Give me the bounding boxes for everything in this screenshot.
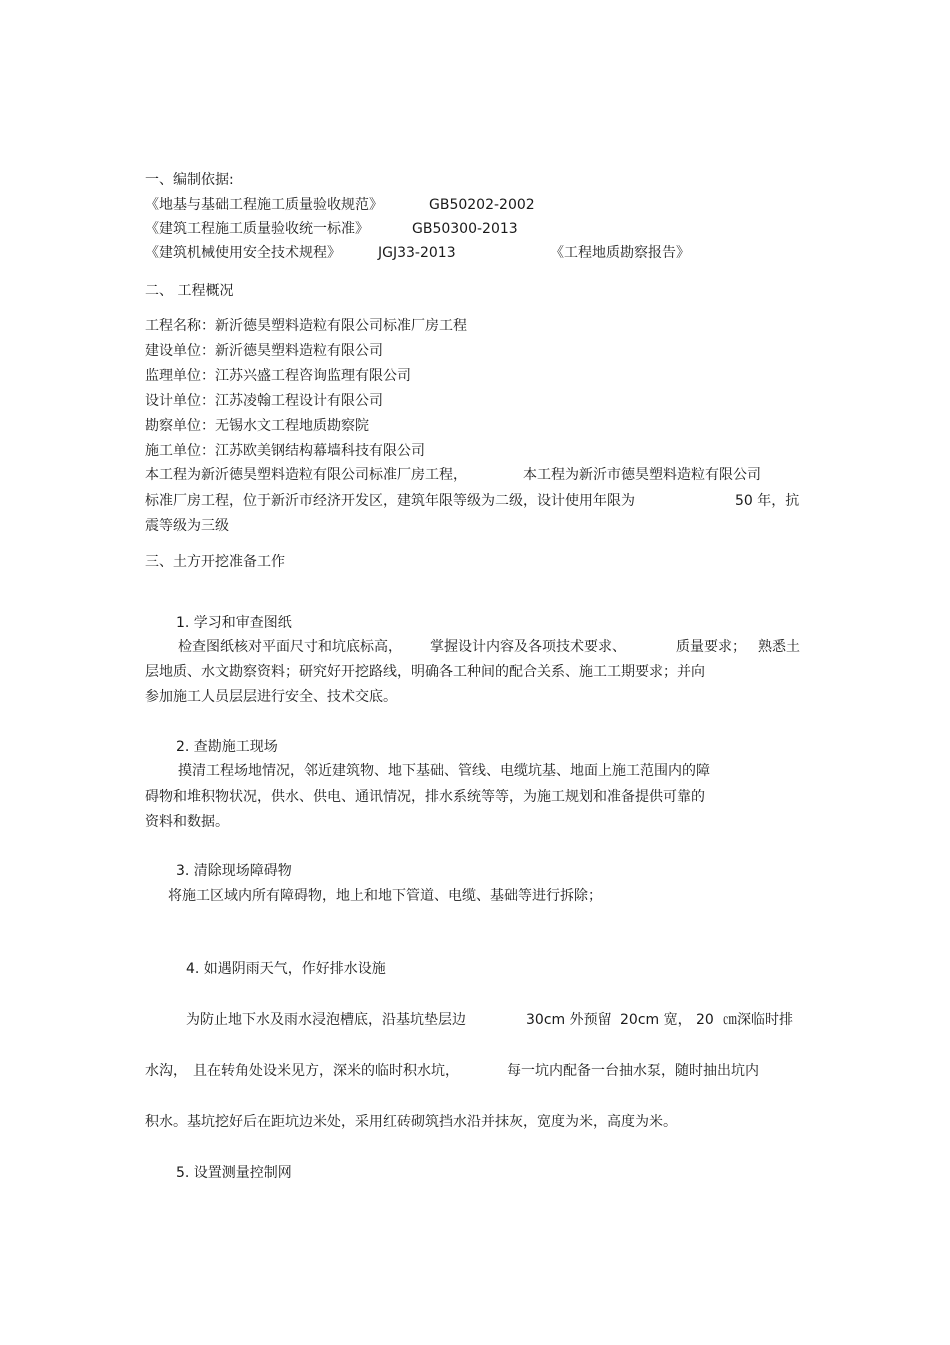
subsection-title: 4. 如遇阴雨天气，作好排水设施 — [186, 961, 386, 977]
reference-title: 《建筑工程施工质量验收统一标准》 — [145, 221, 369, 237]
text-fragment: 30cm 外预留 — [526, 1012, 612, 1028]
text-fragment: 质量要求； — [676, 639, 746, 655]
text-fragment: 掌握设计内容及各项技术要求、 — [430, 639, 626, 655]
paragraph-line: 摸清工程场地情况，邻近建筑物、地下基础、管线、电缆坑基、地面上施工范围内的障 — [178, 763, 710, 779]
text-fragment: 检查图纸核对平面尺寸和坑底标高， — [178, 639, 402, 655]
text-fragment: 且在转角处设米见方，深米的临时积水坑， — [193, 1063, 459, 1079]
paragraph-line — [186, 1011, 793, 1029]
paragraph-line: 参加施工人员层层进行安全、技术交底。 — [145, 689, 397, 705]
project-info-line: 监理单位：江苏兴盛工程咨询监理有限公司 — [145, 368, 411, 384]
project-description-line — [145, 466, 761, 484]
subsection-title: 2. 查勘施工现场 — [176, 739, 278, 755]
reference-line — [145, 196, 535, 214]
reference-line — [145, 244, 690, 262]
reference-title: 《工程地质勘察报告》 — [550, 245, 690, 261]
text-fragment: 标准厂房工程，位于新沂市经济开发区，建筑年限等级为二级，设计使用年限为 — [145, 493, 635, 509]
reference-code: GB50202-2002 — [429, 197, 535, 213]
text-fragment: 每一坑内配备一台抽水泵，随时抽出坑内 — [507, 1063, 759, 1079]
section-heading-overview: 二、 工程概况 — [145, 283, 234, 299]
reference-title: 《建筑机械使用安全技术规程》 — [145, 245, 341, 261]
text-fragment: 为防止地下水及雨水浸泡槽底，沿基坑垫层边 — [186, 1012, 466, 1028]
subsection-title: 5. 设置测量控制网 — [176, 1165, 292, 1181]
paragraph-line: 碍物和堆积物状况，供水、供电、通讯情况，排水系统等等，为施工规划和准备提供可靠的 — [145, 789, 705, 805]
text-fragment: 水沟， — [145, 1063, 187, 1079]
paragraph-line: 积水。基坑挖好后在距坑边米处，采用红砖砌筑挡水沿并抹灰，宽度为米，高度为米。 — [145, 1114, 677, 1130]
text-fragment: 20 — [696, 1012, 714, 1028]
reference-code: JGJ33-2013 — [378, 245, 456, 261]
project-info-line: 设计单位：江苏凌翰工程设计有限公司 — [145, 393, 383, 409]
project-description-line — [145, 492, 800, 510]
subsection-title: 1. 学习和审查图纸 — [176, 615, 292, 631]
text-fragment: 20cm 宽， — [620, 1012, 692, 1028]
paragraph-line — [178, 638, 800, 656]
text-fragment: ㎝深临时排 — [723, 1012, 793, 1028]
project-info-line: 勘察单位：无锡水文工程地质勘察院 — [145, 418, 369, 434]
paragraph-line: 资料和数据。 — [145, 814, 229, 830]
text-fragment: 熟悉土 — [758, 639, 800, 655]
reference-title: 《地基与基础工程施工质量验收规范》 — [145, 197, 383, 213]
text-fragment: 本工程为新沂德昊塑料造粒有限公司标准厂房工程， — [145, 467, 467, 483]
section-heading-basis: 一、编制依据: — [145, 172, 234, 188]
reference-line — [145, 220, 518, 238]
project-info-line: 施工单位：江苏欧美钢结构幕墙科技有限公司 — [145, 443, 425, 459]
subsection-title: 3. 清除现场障碍物 — [176, 863, 292, 879]
project-description-line: 震等级为三级 — [145, 518, 229, 534]
paragraph-line: 层地质、水文勘察资料；研究好开挖路线，明确各工种间的配合关系、施工工期要求；并向 — [145, 664, 705, 680]
text-fragment: 本工程为新沂市德昊塑料造粒有限公司 — [523, 467, 761, 483]
project-info-line: 工程名称：新沂德昊塑料造粒有限公司标准厂房工程 — [145, 318, 467, 334]
section-heading-preparation: 三、土方开挖准备工作 — [145, 554, 285, 570]
project-info-line: 建设单位：新沂德昊塑料造粒有限公司 — [145, 343, 383, 359]
reference-code: GB50300-2013 — [412, 221, 518, 237]
paragraph-line: 将施工区域内所有障碍物，地上和地下管道、电缆、基础等进行拆除； — [168, 888, 602, 904]
text-fragment: 50 年，抗 — [735, 493, 800, 509]
paragraph-line — [145, 1062, 759, 1080]
